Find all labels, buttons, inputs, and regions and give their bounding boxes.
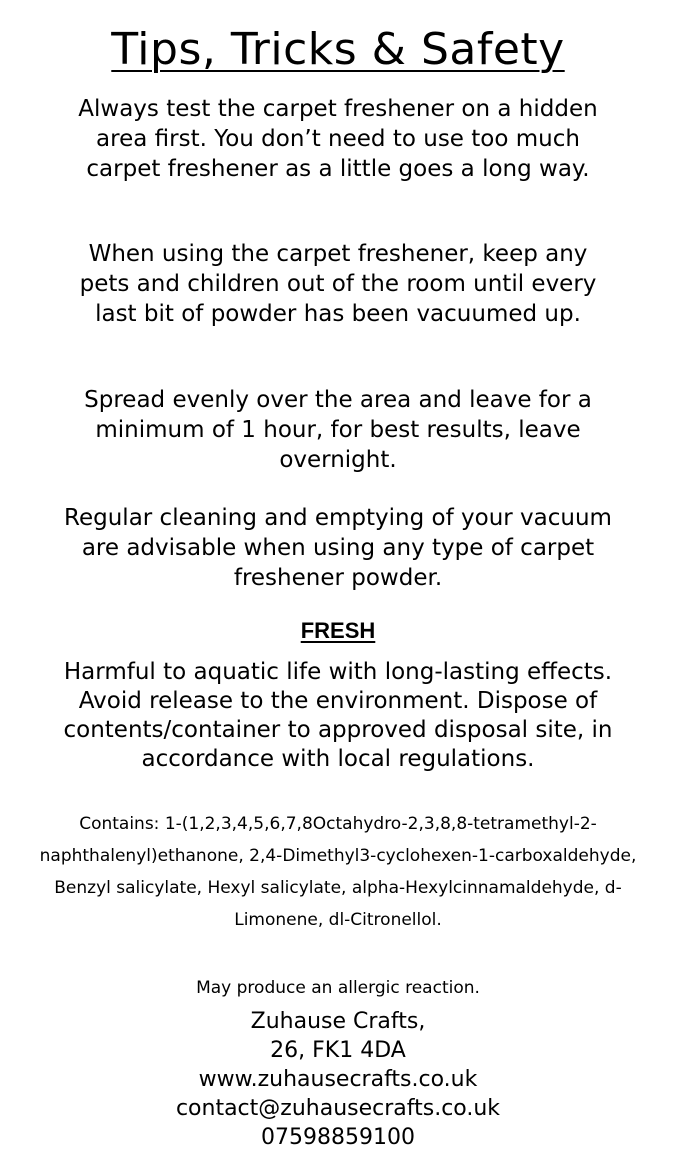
tip-keep-pets-children-out: When using the carpet freshener, keep any pets and children out of the room until every last bit of powder has been vacuumed up. — [79, 241, 597, 327]
company-name: Zuhause Crafts, — [250, 1009, 426, 1034]
tip-regular-cleaning: Regular cleaning and emptying of your vacuum are advisable when using any type of carpet freshener powder. — [64, 505, 612, 591]
company-address: 26, FK1 4DA — [270, 1038, 406, 1063]
tip-spread-evenly: Spread evenly over the area and leave for a minimum of 1 hour, for best results, leave overnight. — [84, 387, 592, 473]
company-contact-block — [0, 1007, 676, 1152]
tip-test-hidden-area: Always test the carpet freshener on a hidden area first. You don’t need to use too much carpet freshener as a little goes a long way. — [78, 96, 598, 182]
company-website: www.zuhausecrafts.co.uk — [198, 1067, 478, 1092]
allergy-warning: May produce an allergic reaction. — [196, 978, 480, 998]
product-name-heading: FRESH — [300, 618, 376, 643]
ingredients-list: Contains: 1-(1,2,3,4,5,6,7,8Octahydro-2,3,8,8-tetramethyl-2-naphthalenyl)ethanone, 2,4-Dimethyl3-cyclohexen-1-carboxaldehyde, Benzyl salicylate, Hexyl salicylate, alpha-Hexylcinnamaldehyde, d-Limonene, dl-Citronellol. — [39, 814, 637, 930]
hazard-statement: Harmful to aquatic life with long-lasting effects. Avoid release to the environment. Dispose of contents/container to approved disposal site, in accordance with local regulations. — [63, 659, 613, 772]
company-phone: 07598859100 — [261, 1125, 415, 1150]
page-title: Tips, Tricks & Safety — [111, 24, 565, 75]
company-email: contact@zuhausecrafts.co.uk — [175, 1096, 501, 1121]
